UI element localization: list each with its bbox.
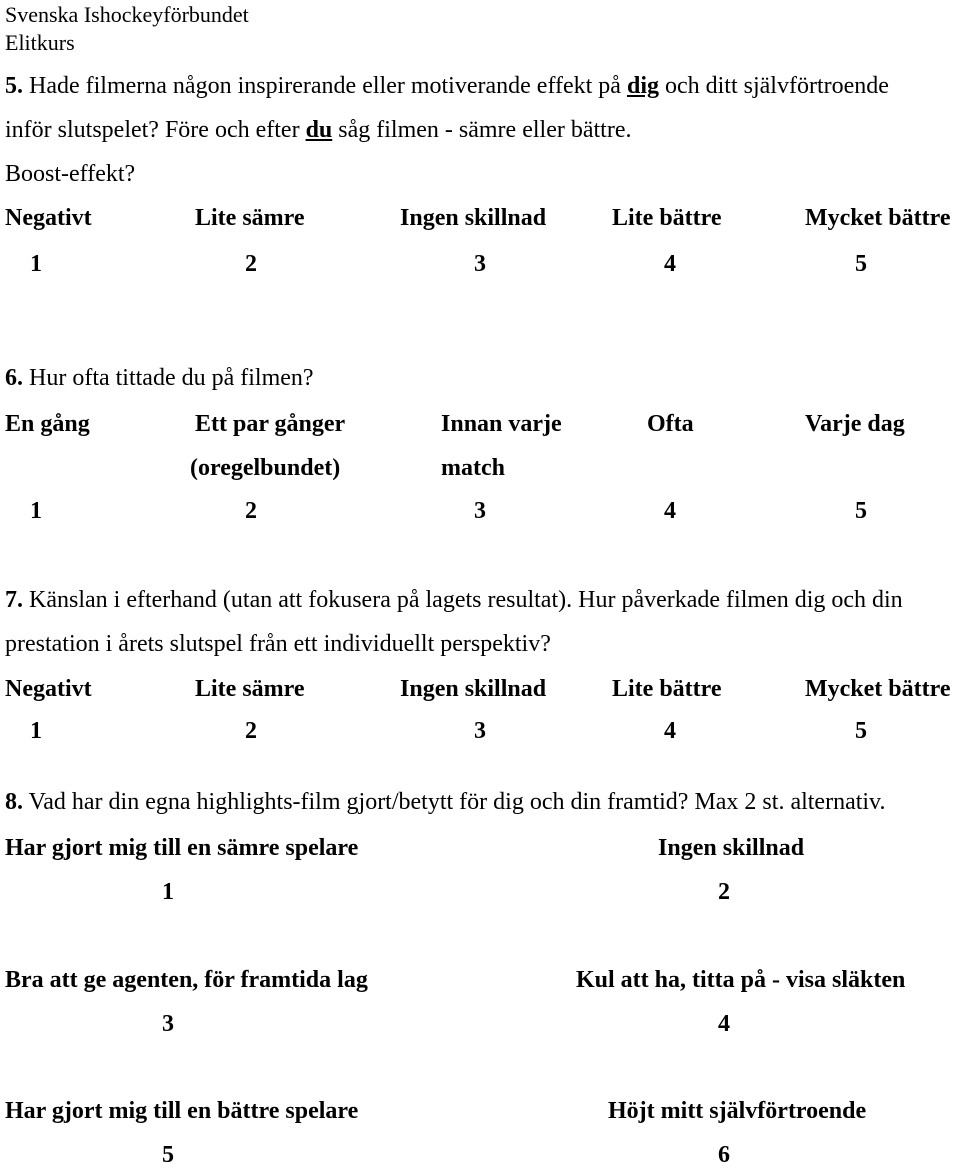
q7-scale-label-5: Mycket bättre (805, 676, 951, 702)
question-8-text: Vad har din egna highlights-film gjort/betytt för dig och din framtid? Max 2 st. alternativ. (28, 789, 886, 815)
q8-option-label-5: Har gjort mig till en bättre spelare (5, 1098, 359, 1124)
question-5-emphasis: dig (626, 73, 659, 99)
q7-option-2[interactable]: 2 (245, 718, 257, 744)
q7-scale-label-1: Negativt (5, 676, 92, 702)
question-5-text-d: såg filmen - sämre eller bättre. (338, 117, 632, 143)
q8-option-1[interactable]: 1 (162, 879, 174, 905)
q7-scale-label-2: Lite sämre (195, 676, 305, 702)
question-6-number: 6. (5, 365, 23, 391)
q8-option-2[interactable]: 2 (718, 879, 730, 905)
question-6 (5, 364, 314, 392)
q6-scale-sublabel-2: (oregelbundet) (190, 455, 341, 481)
q6-option-3[interactable]: 3 (474, 498, 486, 524)
q8-option-6[interactable]: 6 (718, 1142, 730, 1168)
q5-scale-label-1: Negativt (5, 205, 92, 231)
q8-option-label-3: Bra att ge agenten, för framtida lag (5, 967, 368, 993)
question-8-number: 8. (5, 789, 23, 815)
question-8 (5, 788, 886, 816)
q7-option-5[interactable]: 5 (855, 718, 867, 744)
question-6-text: Hur ofta tittade du på filmen? (29, 365, 314, 391)
q5-scale-label-3: Ingen skillnad (400, 205, 547, 231)
q8-option-label-6: Höjt mitt självförtroende (608, 1098, 867, 1124)
q8-option-label-1: Har gjort mig till en sämre spelare (5, 835, 359, 861)
question-5-number: 5. (5, 73, 23, 99)
question-5-text-b: och ditt självförtroende (664, 73, 889, 99)
q6-option-5[interactable]: 5 (855, 498, 867, 524)
q7-scale-label-4: Lite bättre (612, 676, 722, 702)
q6-scale-label-3: Innan varje (441, 411, 562, 437)
q6-scale-label-5: Varje dag (805, 411, 905, 437)
q6-scale-label-4: Ofta (647, 411, 694, 437)
q6-scale-sublabel-3: match (441, 455, 505, 481)
q7-scale-label-3: Ingen skillnad (400, 676, 547, 702)
question-5-text-a: Hade filmerna någon inspirerande eller motiverande effekt på (29, 73, 621, 99)
organization-name: Svenska Ishockeyförbundet (5, 2, 249, 27)
question-7-line-1 (5, 586, 903, 614)
q8-option-3[interactable]: 3 (162, 1011, 174, 1037)
question-7-number: 7. (5, 587, 23, 613)
q5-scale-label-5: Mycket bättre (805, 205, 951, 231)
q5-option-2[interactable]: 2 (245, 251, 257, 277)
q5-option-3[interactable]: 3 (474, 251, 486, 277)
q8-option-label-2: Ingen skillnad (658, 835, 805, 861)
question-5-emphasis-2: du (305, 117, 333, 143)
q5-option-5[interactable]: 5 (855, 251, 867, 277)
q8-option-label-4: Kul att ha, titta på - visa släkten (576, 967, 906, 993)
course-name: Elitkurs (5, 30, 75, 55)
q6-option-4[interactable]: 4 (664, 498, 676, 524)
question-5-text-c: inför slutspelet? Före och efter (5, 117, 300, 143)
q5-scale-label-2: Lite sämre (195, 205, 305, 231)
q5-scale-label-4: Lite bättre (612, 205, 722, 231)
question-5-line-2 (5, 116, 631, 144)
question-5-line-1 (5, 72, 889, 100)
q7-option-3[interactable]: 3 (474, 718, 486, 744)
q6-option-2[interactable]: 2 (245, 498, 257, 524)
question-5-line-3: Boost-effekt? (5, 161, 136, 187)
q8-option-4[interactable]: 4 (718, 1011, 730, 1037)
q6-option-1[interactable]: 1 (30, 498, 42, 524)
q6-scale-label-1: En gång (5, 411, 90, 437)
q8-option-5[interactable]: 5 (162, 1142, 174, 1168)
q6-scale-label-2: Ett par gånger (195, 411, 346, 437)
question-7-text: Känslan i efterhand (utan att fokusera på lagets resultat). Hur påverkade filmen dig och din (29, 587, 903, 613)
q5-option-1[interactable]: 1 (30, 251, 42, 277)
q7-option-4[interactable]: 4 (664, 718, 676, 744)
q7-option-1[interactable]: 1 (30, 718, 42, 744)
q5-option-4[interactable]: 4 (664, 251, 676, 277)
question-7-line-2: prestation i årets slutspel från ett individuellt perspektiv? (5, 631, 551, 657)
